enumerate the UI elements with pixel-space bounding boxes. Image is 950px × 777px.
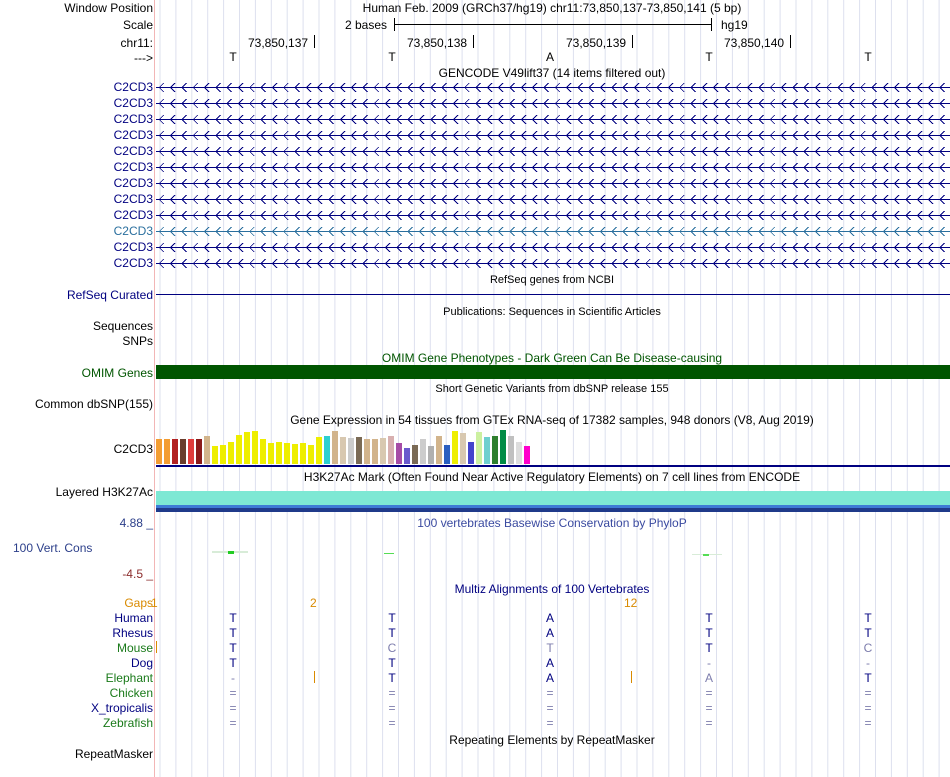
gencode-gene-label[interactable]: C2CD3 xyxy=(113,224,153,238)
gencode-gene-label[interactable]: C2CD3 xyxy=(113,240,153,254)
gtex-tissue-bar[interactable] xyxy=(300,443,306,464)
species-label[interactable]: Elephant xyxy=(105,671,153,685)
gencode-transcript-line[interactable] xyxy=(156,243,950,252)
gencode-gene-label[interactable]: C2CD3 xyxy=(113,96,153,110)
phylop-track-title[interactable]: 100 vertebrates Basewise Conservation by PhyloP xyxy=(417,516,687,530)
aligned-base: = xyxy=(546,686,554,700)
gtex-tissue-bar[interactable] xyxy=(308,445,314,464)
gencode-gene-label[interactable]: C2CD3 xyxy=(113,160,153,174)
gtex-tissue-bar[interactable] xyxy=(396,443,402,464)
label-divider xyxy=(154,0,155,777)
species-label[interactable]: X_tropicalis xyxy=(90,701,153,715)
species-label[interactable]: Mouse xyxy=(116,641,153,655)
gencode-transcript-line[interactable] xyxy=(156,227,950,236)
aligned-base: = xyxy=(388,686,396,700)
aligned-base: T xyxy=(864,626,872,640)
window-position-label: Window Position xyxy=(64,1,153,15)
gap-count-2: 2 xyxy=(310,596,317,610)
gtex-tissue-bar[interactable] xyxy=(340,437,346,464)
gtex-tissue-bar[interactable] xyxy=(380,438,386,464)
aligned-base: T xyxy=(388,626,396,640)
aligned-base: = xyxy=(705,701,713,715)
aligned-base: A xyxy=(545,626,554,640)
gtex-tissue-bar[interactable] xyxy=(212,446,218,464)
gtex-tissue-bar[interactable] xyxy=(244,432,250,464)
aligned-base: = xyxy=(546,701,554,715)
gtex-tissue-bar[interactable] xyxy=(484,437,490,464)
scale-bar-right-tick xyxy=(711,18,712,31)
position-label-3: 73,850,139 xyxy=(566,36,627,50)
gtex-tissue-bar[interactable] xyxy=(276,442,282,464)
refseq-track-label[interactable]: RefSeq Curated xyxy=(66,288,153,302)
ref-base-5: T xyxy=(864,50,872,64)
gtex-tissue-bar[interactable] xyxy=(260,439,266,464)
position-label-2: 73,850,138 xyxy=(407,36,468,50)
gencode-transcript-line[interactable] xyxy=(156,211,950,220)
aligned-base: = xyxy=(864,686,872,700)
gencode-gene-label[interactable]: C2CD3 xyxy=(113,80,153,94)
gtex-tissue-bar[interactable] xyxy=(196,439,202,464)
gtex-baseline xyxy=(156,465,950,467)
publications-track-title[interactable]: Publications: Sequences in Scientific Articles xyxy=(443,306,661,318)
aligned-base: T xyxy=(705,641,713,655)
ref-base-1: T xyxy=(229,50,237,64)
gtex-tissue-bar[interactable] xyxy=(460,433,466,464)
aligned-base: = xyxy=(546,716,554,730)
gtex-tissue-bar[interactable] xyxy=(436,436,442,464)
gtex-tissue-bar[interactable] xyxy=(500,430,506,464)
position-tick-4 xyxy=(790,35,791,48)
species-label[interactable]: Human xyxy=(114,611,153,625)
ref-base-4: T xyxy=(705,50,713,64)
aligned-base: = xyxy=(388,716,396,730)
sequences-track-label[interactable]: Sequences xyxy=(92,319,153,333)
gtex-tissue-bar[interactable] xyxy=(332,431,338,464)
gtex-tissue-bar[interactable] xyxy=(508,436,514,464)
gencode-transcript-line[interactable] xyxy=(156,259,950,268)
gtex-tissue-bar[interactable] xyxy=(156,439,162,464)
gencode-transcript-line[interactable] xyxy=(156,115,950,124)
gtex-tissue-bar[interactable] xyxy=(420,439,426,464)
gap-count-1: 1 xyxy=(151,596,158,610)
aligned-base: - xyxy=(866,656,870,670)
gtex-tissue-bar[interactable] xyxy=(180,439,186,464)
refseq-track-title[interactable]: RefSeq genes from NCBI xyxy=(489,274,615,286)
ref-base-3: A xyxy=(545,50,554,64)
gencode-transcript-line[interactable] xyxy=(156,99,950,108)
gtex-tissue-bar[interactable] xyxy=(524,446,530,464)
gtex-tissue-bar[interactable] xyxy=(356,437,362,464)
position-tick-2 xyxy=(473,35,474,48)
mouse-insert-marker xyxy=(156,641,157,653)
aligned-base: T xyxy=(864,671,872,685)
gtex-tissue-bar[interactable] xyxy=(324,436,330,464)
gap-count-3: 12 xyxy=(624,596,638,610)
gencode-transcript-line[interactable] xyxy=(156,163,950,172)
strand-arrow-label: ---> xyxy=(134,51,153,65)
scale-value: 2 bases xyxy=(345,18,388,32)
gencode-transcript-line[interactable] xyxy=(156,195,950,204)
gtex-tissue-bar[interactable] xyxy=(220,445,226,464)
scale-bar xyxy=(394,24,711,25)
aligned-base: T xyxy=(705,611,713,625)
gencode-gene-label[interactable]: C2CD3 xyxy=(113,192,153,206)
aligned-base: A xyxy=(704,671,713,685)
gencode-gene-label[interactable]: C2CD3 xyxy=(113,176,153,190)
gtex-tissue-bar[interactable] xyxy=(228,442,234,464)
dbsnp-track-title[interactable]: Short Genetic Variants from dbSNP release 155 xyxy=(435,383,669,395)
aligned-base: C xyxy=(863,641,873,655)
aligned-base: = xyxy=(864,716,872,730)
position-label-4: 73,850,140 xyxy=(724,36,785,50)
gtex-track-label[interactable]: C2CD3 xyxy=(113,442,153,456)
aligned-base: = xyxy=(705,686,713,700)
aligned-base: C xyxy=(387,641,397,655)
gtex-tissue-bar[interactable] xyxy=(164,439,170,464)
aligned-base: T xyxy=(546,641,554,655)
species-label[interactable]: Zebrafish xyxy=(102,716,153,730)
aligned-base: T xyxy=(229,641,237,655)
aligned-base: T xyxy=(864,611,872,625)
gtex-tissue-bar[interactable] xyxy=(476,432,482,464)
gencode-transcript-line[interactable] xyxy=(156,179,950,188)
phylop-track-label[interactable]: 100 Vert. Cons xyxy=(13,541,93,555)
aligned-base: T xyxy=(388,671,396,685)
gencode-gene-label[interactable]: C2CD3 xyxy=(113,144,153,158)
gencode-transcript-line[interactable] xyxy=(156,147,950,156)
omim-track-label[interactable]: OMIM Genes xyxy=(81,366,153,380)
aligned-base: = xyxy=(388,701,396,715)
gtex-tissue-bar[interactable] xyxy=(204,436,210,464)
gtex-expression-bars[interactable] xyxy=(156,429,950,464)
gtex-track-title[interactable]: Gene Expression in 54 tissues from GTEx RNA-seq of 17382 samples, 948 donors (V8, Aug 2019) xyxy=(290,413,814,427)
gtex-tissue-bar[interactable] xyxy=(468,442,474,464)
position-label-1: 73,850,137 xyxy=(248,36,309,50)
gencode-gene-label[interactable]: C2CD3 xyxy=(113,128,153,142)
species-label[interactable]: Rhesus xyxy=(112,626,153,640)
repeatmasker-track-title[interactable]: Repeating Elements by RepeatMasker xyxy=(449,733,655,747)
multiz-track-title[interactable]: Multiz Alignments of 100 Vertebrates xyxy=(454,582,650,596)
elephant-insert-marker-1 xyxy=(314,671,315,683)
assembly-label: hg19 xyxy=(721,18,748,32)
scale-bar-left-tick xyxy=(394,18,395,31)
refseq-gene-line[interactable] xyxy=(156,294,950,295)
gtex-tissue-bar[interactable] xyxy=(412,445,418,464)
gtex-tissue-bar[interactable] xyxy=(364,439,370,464)
chrom-label: chr11: xyxy=(120,36,153,50)
species-label[interactable]: Dog xyxy=(130,656,153,670)
aligned-base: = xyxy=(864,701,872,715)
gencode-transcript-line[interactable] xyxy=(156,131,950,140)
aligned-base: = xyxy=(229,701,237,715)
gencode-gene-label[interactable]: C2CD3 xyxy=(113,256,153,270)
aligned-base: A xyxy=(545,671,554,685)
omim-phenotype-bar[interactable] xyxy=(156,365,950,379)
elephant-insert-marker-2 xyxy=(631,671,632,683)
window-position-value: Human Feb. 2009 (GRCh37/hg19) chr11:73,850,137-73,850,141 (5 bp) xyxy=(362,1,742,15)
gtex-tissue-bar[interactable] xyxy=(348,438,354,464)
species-label[interactable]: Chicken xyxy=(109,686,153,700)
aligned-base: = xyxy=(229,716,237,730)
phylop-min-label: -4.5 _ xyxy=(122,567,153,581)
aligned-base: T xyxy=(229,656,237,670)
aligned-base: T xyxy=(229,611,237,625)
position-tick-3 xyxy=(632,35,633,48)
gtex-tissue-bar[interactable] xyxy=(404,448,410,464)
gtex-tissue-bar[interactable] xyxy=(452,431,458,464)
aligned-base: A xyxy=(545,656,554,670)
aligned-base: - xyxy=(707,656,711,670)
gencode-gene-label[interactable]: C2CD3 xyxy=(113,112,153,126)
gtex-tissue-bar[interactable] xyxy=(516,442,522,464)
dbsnp-track-label[interactable]: Common dbSNP(155) xyxy=(34,397,153,411)
ref-base-2: T xyxy=(388,50,396,64)
h3k27ac-track-title[interactable]: H3K27Ac Mark (Often Found Near Active Regulatory Elements) on 7 cell lines from ENCODE xyxy=(303,470,801,484)
gtex-tissue-bar[interactable] xyxy=(372,439,378,464)
gtex-tissue-bar[interactable] xyxy=(428,446,434,464)
phylop-max-label: 4.88 _ xyxy=(119,516,153,530)
gtex-tissue-bar[interactable] xyxy=(444,445,450,464)
h3k27ac-track-label[interactable]: Layered H3K27Ac xyxy=(55,485,153,499)
gtex-tissue-bar[interactable] xyxy=(236,435,242,464)
phylop-score-1-peak xyxy=(228,551,234,554)
phylop-score-2 xyxy=(384,553,394,554)
gtex-tissue-bar[interactable] xyxy=(188,439,194,464)
gtex-tissue-bar[interactable] xyxy=(316,437,322,464)
gencode-transcript-line[interactable] xyxy=(156,83,950,92)
gtex-tissue-bar[interactable] xyxy=(388,436,394,464)
scale-label: Scale xyxy=(122,18,153,32)
gtex-tissue-bar[interactable] xyxy=(268,443,274,464)
omim-track-title[interactable]: OMIM Gene Phenotypes - Dark Green Can Be Disease-causing xyxy=(381,351,723,365)
gtex-tissue-bar[interactable] xyxy=(492,436,498,464)
aligned-base: T xyxy=(388,611,396,625)
repeatmasker-track-label[interactable]: RepeatMasker xyxy=(74,747,153,761)
h3k27ac-signal-bottom[interactable] xyxy=(156,508,950,512)
gencode-gene-label[interactable]: C2CD3 xyxy=(113,208,153,222)
gtex-tissue-bar[interactable] xyxy=(284,443,290,464)
gtex-tissue-bar[interactable] xyxy=(172,439,178,464)
multiz-gaps-label: Gaps xyxy=(124,596,153,610)
aligned-base: T xyxy=(229,626,237,640)
aligned-base: A xyxy=(545,611,554,625)
gtex-tissue-bar[interactable] xyxy=(252,431,258,464)
snps-track-label[interactable]: SNPs xyxy=(122,334,153,348)
gencode-track-title[interactable]: GENCODE V49lift37 (14 items filtered out) xyxy=(438,66,666,80)
aligned-base: T xyxy=(388,656,396,670)
h3k27ac-signal-top[interactable] xyxy=(156,491,950,505)
aligned-base: = xyxy=(705,716,713,730)
position-tick-1 xyxy=(314,35,315,48)
aligned-base: = xyxy=(229,686,237,700)
aligned-base: T xyxy=(705,626,713,640)
aligned-base: - xyxy=(231,671,235,685)
phylop-score-4-peak xyxy=(703,554,709,556)
gtex-tissue-bar[interactable] xyxy=(292,444,298,464)
